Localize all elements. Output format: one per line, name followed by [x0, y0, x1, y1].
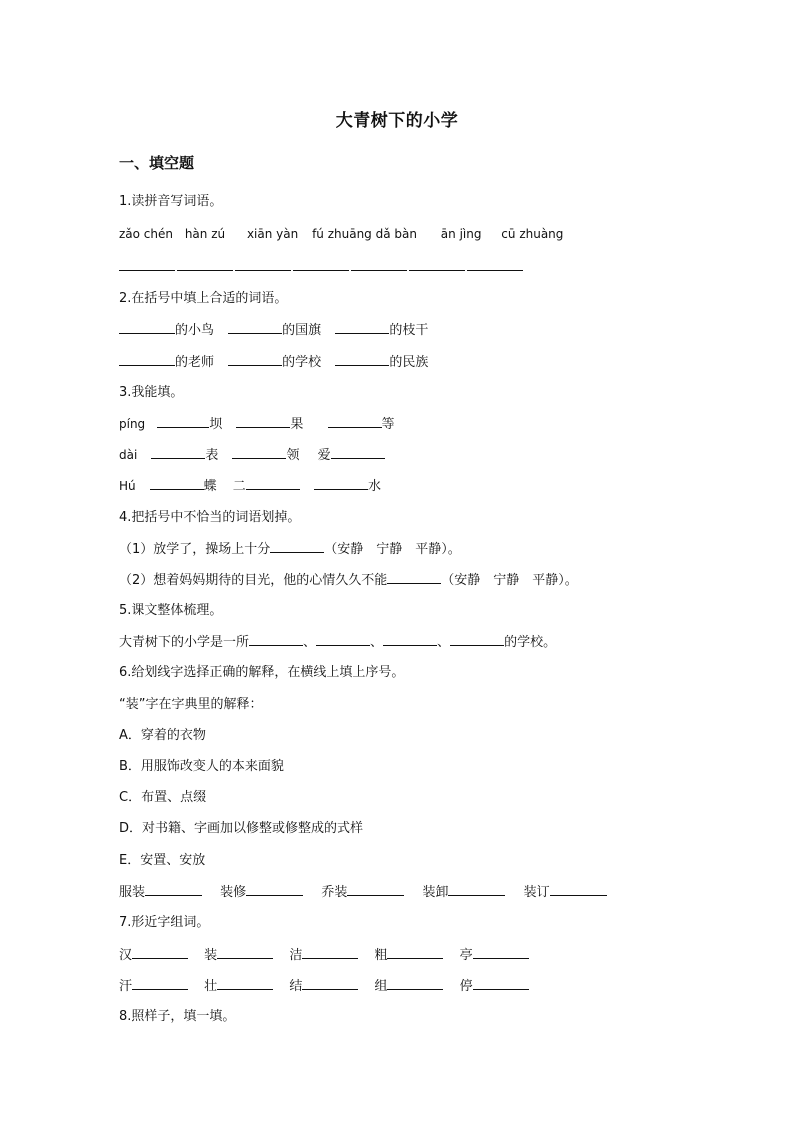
char: 爱: [317, 448, 331, 463]
q3-prompt: 3.我能填。: [119, 385, 184, 400]
answer-blank[interactable]: [314, 477, 368, 490]
char: 装: [204, 948, 218, 963]
separator: 、: [303, 635, 317, 650]
char: 粗: [374, 948, 388, 963]
phrase-suffix: 的学校: [282, 355, 322, 370]
q3-row-3: [119, 477, 381, 496]
word: 装订: [523, 885, 550, 900]
q6-option-a: A．穿着的衣物: [119, 728, 206, 743]
q4-item-1: [119, 540, 461, 559]
q2-row-1: [119, 321, 428, 340]
answer-blank[interactable]: [331, 446, 385, 459]
char: 组: [374, 979, 388, 994]
sentence-text: （1）放学了，操场上十分: [119, 542, 271, 557]
char: 水: [367, 479, 381, 494]
answer-blank[interactable]: [347, 883, 404, 896]
answer-blank[interactable]: [132, 977, 188, 990]
word: 装卸: [422, 885, 449, 900]
char: 果: [290, 417, 304, 432]
pinyin-lead: píng: [119, 417, 146, 431]
pinyin-lead: dài: [119, 448, 138, 462]
separator: 、: [437, 635, 451, 650]
answer-blank[interactable]: [145, 883, 202, 896]
char: 亭: [459, 948, 473, 963]
char: 表: [205, 448, 219, 463]
q6-words-row: [119, 883, 607, 902]
answer-blank[interactable]: [177, 258, 233, 271]
answer-blank[interactable]: [387, 571, 441, 584]
answer-blank[interactable]: [409, 258, 465, 271]
answer-blank[interactable]: [450, 633, 504, 646]
char: 领: [286, 448, 300, 463]
word: 装修: [220, 885, 247, 900]
answer-blank[interactable]: [228, 353, 282, 366]
sentence-text: （2）想着妈妈期待的目光，他的心情久久不能: [119, 573, 388, 588]
q5-sentence: [119, 633, 556, 652]
phrase-suffix: 的民族: [389, 355, 429, 370]
answer-blank[interactable]: [232, 446, 286, 459]
pinyin-item: zǎo chén: [119, 227, 173, 241]
q8-prompt: 8.照样子，填一填。: [119, 1009, 236, 1024]
answer-blank[interactable]: [302, 977, 358, 990]
char: 等: [381, 417, 395, 432]
answer-blank[interactable]: [335, 353, 389, 366]
answer-blank[interactable]: [351, 258, 407, 271]
q6-option-e: E．安置、安放: [119, 853, 206, 868]
char: 坝: [209, 417, 223, 432]
answer-blank[interactable]: [217, 946, 273, 959]
answer-blank[interactable]: [335, 321, 389, 334]
pinyin-lead: Hú: [119, 479, 136, 493]
q6-option-d: D．对书籍、字画加以修整或修整成的式样: [119, 821, 364, 836]
answer-blank[interactable]: [246, 883, 303, 896]
answer-blank[interactable]: [448, 883, 505, 896]
q6-intro: “装”字在字典里的解释：: [119, 697, 263, 712]
answer-blank[interactable]: [293, 258, 349, 271]
char: 停: [459, 979, 473, 994]
answer-blank[interactable]: [235, 258, 291, 271]
pinyin-item: fú zhuāng dǎ bàn: [312, 227, 417, 241]
phrase-suffix: 的小鸟: [175, 323, 215, 338]
q7-row-1: [119, 946, 529, 965]
answer-blank[interactable]: [473, 977, 529, 990]
q1-answer-blanks: [119, 258, 523, 277]
q6-option-c: C．布置、点缀: [119, 790, 207, 805]
q3-row-2: [119, 446, 385, 465]
q7-prompt: 7.形近字组词。: [119, 915, 210, 930]
q2-prompt: 2.在括号中填上合适的词语。: [119, 291, 288, 306]
phrase-suffix: 的国旗: [282, 323, 322, 338]
char: 结: [289, 979, 303, 994]
word: 服装: [119, 885, 146, 900]
phrase-suffix: 的枝干: [389, 323, 429, 338]
answer-blank[interactable]: [119, 321, 175, 334]
answer-blank[interactable]: [383, 633, 437, 646]
answer-blank[interactable]: [246, 477, 300, 490]
q7-row-2: [119, 977, 529, 996]
q5-prompt: 5.课文整体梳理。: [119, 603, 223, 618]
char: 洁: [289, 948, 303, 963]
char: 二: [232, 479, 246, 494]
char: 汉: [119, 948, 133, 963]
char: 蝶: [203, 479, 217, 494]
char: 壮: [204, 979, 218, 994]
answer-blank[interactable]: [302, 946, 358, 959]
answer-blank[interactable]: [467, 258, 523, 271]
answer-blank[interactable]: [151, 446, 205, 459]
pinyin-item: cū zhuàng: [501, 227, 564, 241]
pinyin-item: hàn zú: [184, 227, 226, 241]
answer-blank[interactable]: [387, 946, 443, 959]
char: 汗: [119, 979, 133, 994]
answer-blank[interactable]: [270, 540, 324, 553]
q4-item-2: [119, 571, 578, 590]
sentence-text: 的学校。: [504, 635, 557, 650]
section-heading: 一、填空题: [119, 154, 195, 172]
pinyin-item: xiān yàn: [246, 227, 299, 241]
q1-pinyin-row: [119, 225, 571, 243]
page-title: 大青树下的小学: [335, 111, 459, 131]
answer-blank[interactable]: [473, 946, 529, 959]
answer-blank[interactable]: [119, 258, 175, 271]
word-options: （安静 宁静 平静）。: [324, 542, 461, 557]
answer-blank[interactable]: [249, 633, 303, 646]
separator: 、: [370, 635, 384, 650]
answer-blank[interactable]: [387, 977, 443, 990]
answer-blank[interactable]: [550, 883, 607, 896]
answer-blank[interactable]: [119, 353, 175, 366]
answer-blank[interactable]: [236, 415, 290, 428]
answer-blank[interactable]: [228, 321, 282, 334]
answer-blank[interactable]: [132, 946, 188, 959]
word-options: （安静 宁静 平静）。: [441, 573, 578, 588]
q1-prompt: 1.读拼音写词语。: [119, 194, 223, 209]
q4-prompt: 4.把括号中不恰当的词语划掉。: [119, 510, 301, 525]
pinyin-item: ān jìng: [440, 227, 482, 241]
phrase-suffix: 的老师: [175, 355, 215, 370]
answer-blank[interactable]: [217, 977, 273, 990]
q2-row-2: [119, 353, 428, 372]
answer-blank[interactable]: [157, 415, 209, 428]
q6-prompt: 6.给划线字选择正确的解释，在横线上填上序号。: [119, 665, 405, 680]
answer-blank[interactable]: [150, 477, 204, 490]
q3-row-1: [119, 415, 395, 434]
sentence-text: 大青树下的小学是一所: [119, 635, 250, 650]
answer-blank[interactable]: [328, 415, 382, 428]
answer-blank[interactable]: [316, 633, 370, 646]
word: 乔装: [321, 885, 348, 900]
q6-option-b: B．用服饰改变人的本来面貌: [119, 759, 284, 774]
